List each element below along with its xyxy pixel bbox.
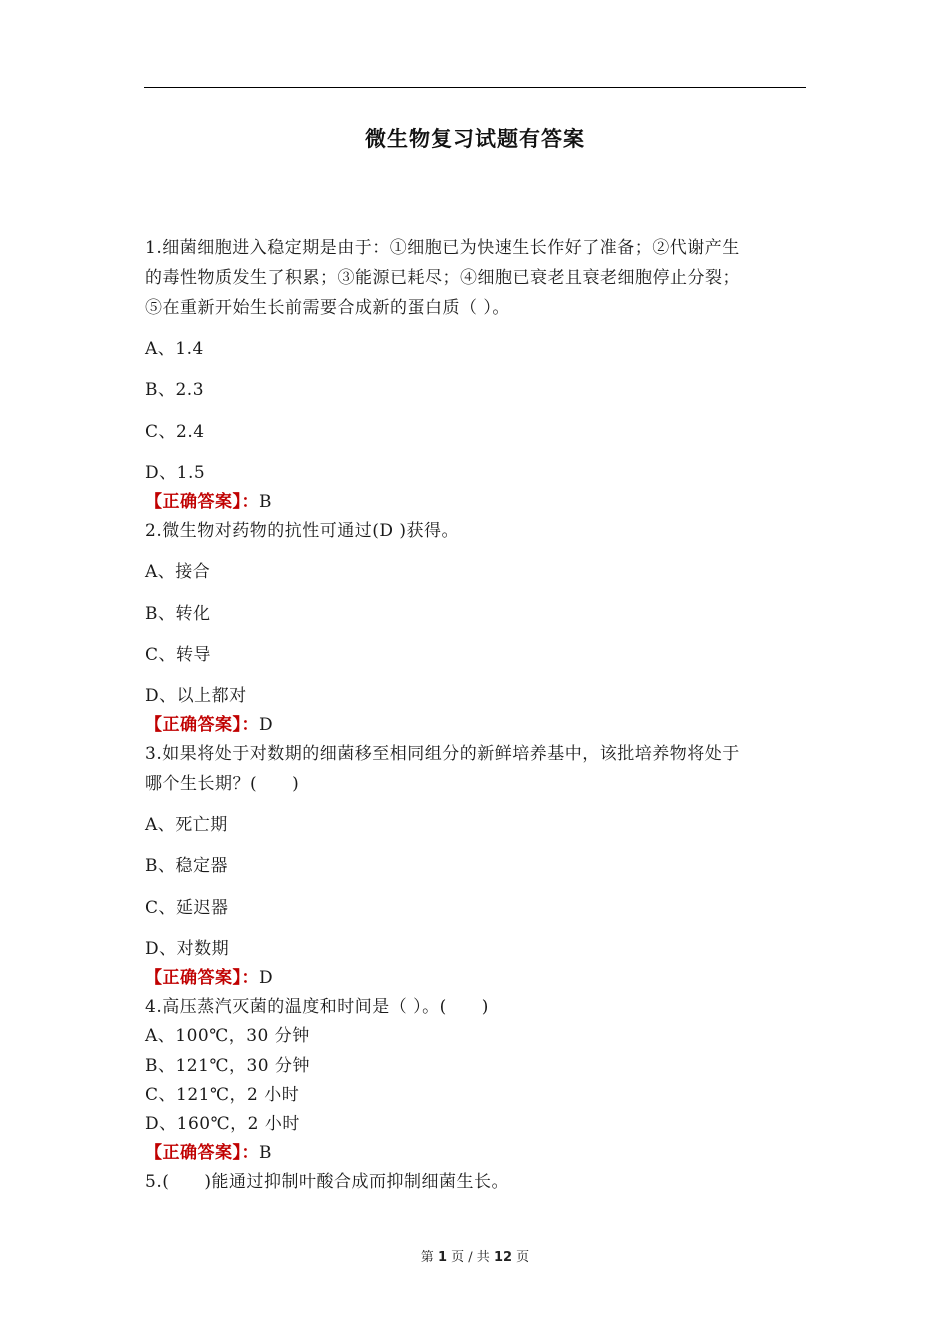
q4-option-b: B、121℃，30 分钟 [145, 1056, 310, 1076]
q3-answer-value: D [259, 968, 274, 988]
q2-option-c: C、转导 [145, 645, 212, 665]
q3-stem-line-1: 3.如果将处于对数期的细菌移至相同组分的新鲜培养基中，该批培养物将处于 [145, 744, 740, 764]
q2-answer-value: D [259, 715, 274, 735]
document-title: 微生物复习试题有答案 [365, 127, 585, 151]
q3-stem-line-2: 哪个生长期？( ) [145, 774, 300, 794]
q4-answer [145, 1143, 272, 1163]
q1-option-b: B、2.3 [145, 380, 205, 400]
q3-option-c: C、延迟器 [145, 898, 229, 918]
page-footer [0, 1246, 950, 1265]
answer-label: 【正确答案】： [145, 1143, 259, 1163]
q4-option-d: D、160℃，2 小时 [145, 1114, 300, 1134]
q4-option-a: A、100℃，30 分钟 [145, 1026, 310, 1046]
q5-stem-line-1: 5.( )能通过抑制叶酸合成而抑制细菌生长。 [145, 1172, 509, 1192]
q2-option-a: A、接合 [145, 562, 211, 582]
footer-total-pages: 12 [493, 1250, 513, 1265]
footer-prefix: 第 [420, 1250, 434, 1265]
footer-suffix: 页 [516, 1250, 530, 1265]
q1-option-c: C、2.4 [145, 422, 205, 442]
q4-stem-line-1: 4.高压蒸汽灭菌的温度和时间是（ ）。( ) [145, 997, 489, 1017]
header-rule [144, 87, 806, 88]
q1-option-a: A、1.4 [145, 339, 204, 359]
answer-label: 【正确答案】： [145, 715, 259, 735]
footer-middle: 页 / 共 [451, 1250, 490, 1265]
q2-stem-line-1: 2.微生物对药物的抗性可通过(D )获得。 [145, 521, 460, 541]
q2-option-d: D、以上都对 [145, 686, 247, 706]
q2-answer [145, 715, 273, 735]
q1-answer [145, 492, 272, 512]
q2-option-b: B、转化 [145, 604, 211, 624]
q3-option-a: A、死亡期 [145, 815, 228, 835]
q1-stem-line-3: ⑤在重新开始生长前需要合成新的蛋白质（ ）。 [145, 298, 510, 318]
q4-answer-value: B [259, 1143, 272, 1163]
q3-option-d: D、对数期 [145, 939, 230, 959]
answer-label: 【正确答案】： [145, 492, 259, 512]
q1-stem-line-2: 的毒性物质发生了积累；③能源已耗尽；④细胞已衰老且衰老细胞停止分裂； [145, 268, 740, 288]
footer-page-number: 1 [437, 1250, 447, 1265]
q3-answer [145, 968, 273, 988]
q1-answer-value: B [259, 492, 272, 512]
q1-option-d: D、1.5 [145, 463, 206, 483]
q1-stem-line-1: 1.细菌细胞进入稳定期是由于：①细胞已为快速生长作好了准备；②代谢产生 [145, 238, 740, 258]
q3-option-b: B、稳定器 [145, 856, 228, 876]
answer-label: 【正确答案】： [145, 968, 259, 988]
q4-option-c: C、121℃，2 小时 [145, 1085, 300, 1105]
